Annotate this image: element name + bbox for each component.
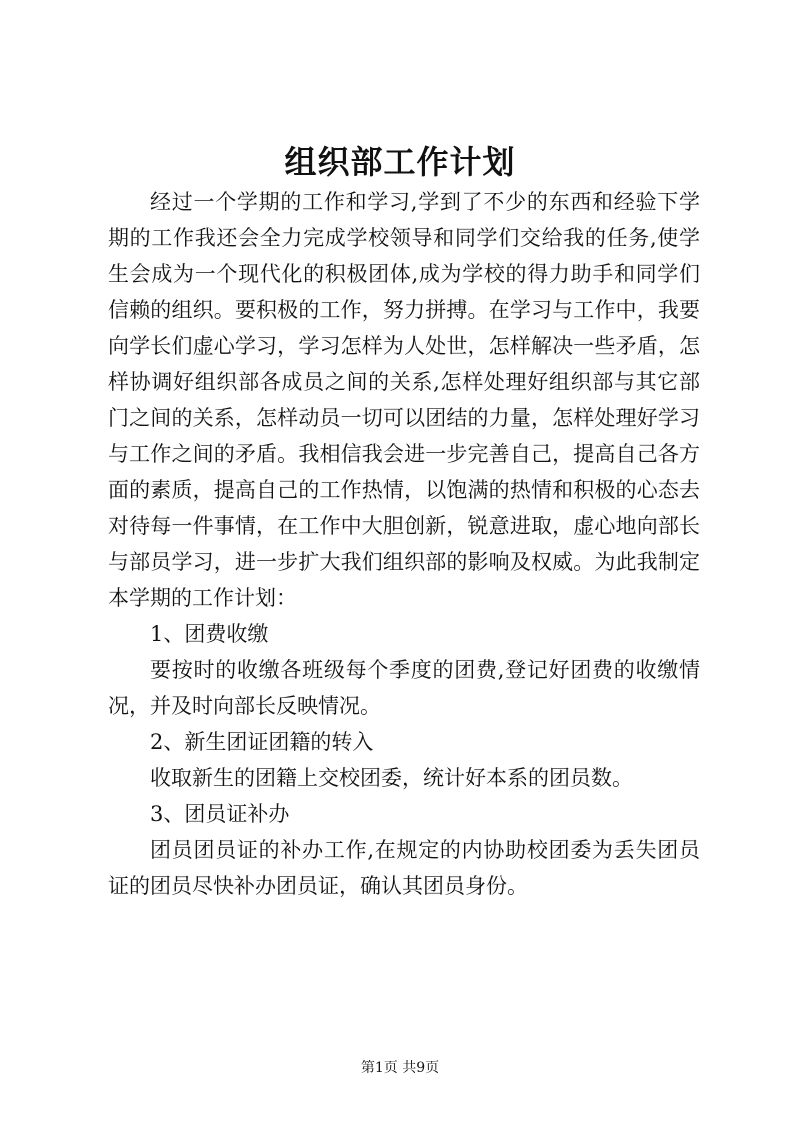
- section-paragraph-2: 收取新生的团籍上交校团委，统计好本系的团员数。: [150, 766, 633, 790]
- page-title: 组织部工作计划: [284, 143, 516, 181]
- page-footer: 第1页 共9页: [360, 1060, 440, 1076]
- section-paragraph-1: 要按时的收缴各班级每个季度的团费,登记好团费的收缴情况，并及时向部长反映情况。: [108, 658, 700, 718]
- section-heading-3: 3、团员证补办: [150, 802, 290, 826]
- section-heading-2: 2、新生团证团籍的转入: [150, 730, 374, 754]
- intro-paragraph: 经过一个学期的工作和学习,学到了不少的东西和经验下学期的工作我还会全力完成学校领导和同学们交给我的任务,使学生会成为一个现代化的积极团体,成为学校的得力助手和同学们信赖的组织。要积极的工作，努力拼搏。在学习与工作中，我要向学长们虚心学习，学习怎样为人处世，怎样解决一些矛盾，怎样协调好组织部各成员之间的关系,怎样处理好组织部与其它部门之间的关系，怎样动员一切可以团结的力量，怎样处理好学习与工作之间的矛盾。我相信我会进一步完善自己，提高自己各方面的素质，提高自己的工作热情，以饱满的热情和积极的心态去对待每一件事情，在工作中大胆创新，锐意进取，虚心地向部长与部员学习，进一步扩大我们组织部的影响及权威。为此我制定本学期的工作计划：: [108, 190, 700, 610]
- section-paragraph-3: 团员团员证的补办工作,在规定的内协助校团委为丢失团员证的团员尽快补办团员证，确认其团员身份。: [108, 838, 700, 898]
- document-body: [108, 184, 700, 904]
- section-heading-1: 1、团费收缴: [150, 622, 269, 646]
